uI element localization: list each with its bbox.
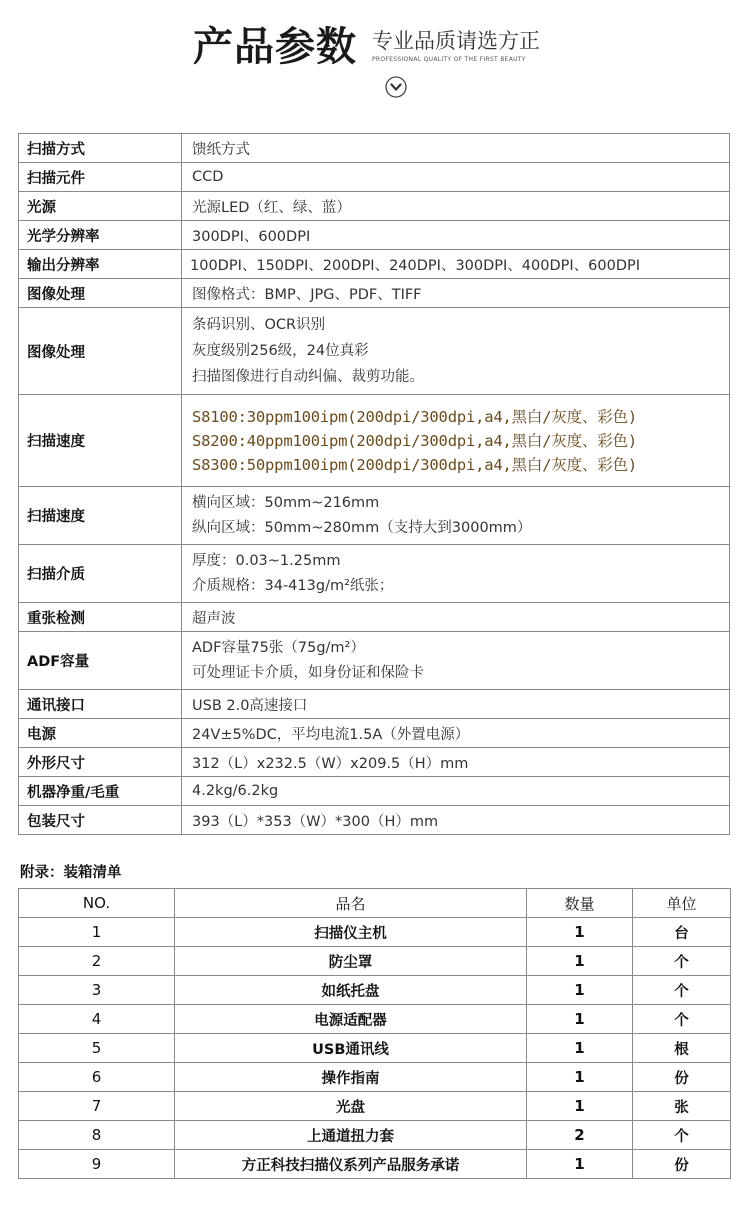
spec-value bbox=[182, 395, 730, 487]
spec-row bbox=[19, 603, 730, 632]
item-unit: 个 bbox=[633, 1005, 731, 1034]
spec-label: 电源 bbox=[19, 719, 182, 748]
item-number: 1 bbox=[19, 918, 175, 947]
spec-label: 扫描介质 bbox=[19, 545, 182, 603]
packing-list-table bbox=[18, 888, 731, 1179]
spec-line: 横向区域：50mm~216mm bbox=[192, 494, 380, 511]
spec-line: 图像格式：BMP、JPG、PDF、TIFF bbox=[192, 286, 422, 303]
spec-value bbox=[182, 308, 730, 395]
spec-row bbox=[19, 163, 730, 192]
spec-line: S8300:50ppm100ipm(200dpi/300dpi,a4,黑白/灰度、彩色) bbox=[192, 455, 637, 474]
item-unit: 份 bbox=[633, 1150, 731, 1179]
spec-line: 纵向区域：50mm~280mm（支持大到3000mm） bbox=[192, 519, 532, 536]
table-row bbox=[19, 1034, 731, 1063]
spec-label: 图像处理 bbox=[19, 308, 182, 395]
item-number: 5 bbox=[19, 1034, 175, 1063]
spec-label: 图像处理 bbox=[19, 279, 182, 308]
spec-value bbox=[182, 632, 730, 690]
item-name: 防尘罩 bbox=[175, 947, 527, 976]
spec-label: 包装尺寸 bbox=[19, 806, 182, 835]
item-number: 2 bbox=[19, 947, 175, 976]
item-quantity: 1 bbox=[527, 1150, 633, 1179]
spec-line: 光源LED（红、绿、蓝） bbox=[192, 199, 351, 216]
item-name: USB通讯线 bbox=[175, 1034, 527, 1063]
table-row bbox=[19, 1150, 731, 1179]
spec-row bbox=[19, 308, 730, 395]
chevron-down-circle-icon bbox=[385, 76, 407, 98]
spec-line: 超声波 bbox=[192, 610, 236, 627]
spec-value bbox=[182, 134, 730, 163]
spec-label: 扫描速度 bbox=[19, 395, 182, 487]
table-header-row bbox=[19, 889, 731, 918]
item-quantity: 1 bbox=[527, 1034, 633, 1063]
spec-line: 4.2kg/6.2kg bbox=[192, 783, 279, 799]
spec-line: CCD bbox=[192, 169, 224, 185]
item-unit: 台 bbox=[633, 918, 731, 947]
header bbox=[0, 0, 750, 110]
spec-value bbox=[182, 806, 730, 835]
spec-table bbox=[18, 133, 730, 835]
item-unit: 根 bbox=[633, 1034, 731, 1063]
column-header: NO. bbox=[19, 889, 175, 918]
item-name: 扫描仪主机 bbox=[175, 918, 527, 947]
table-row bbox=[19, 1005, 731, 1034]
spec-line: USB 2.0高速接口 bbox=[192, 697, 308, 714]
table-row bbox=[19, 918, 731, 947]
item-unit: 张 bbox=[633, 1092, 731, 1121]
spec-line: 393（L）*353（W）*300（H）mm bbox=[192, 813, 439, 830]
spec-row bbox=[19, 632, 730, 690]
spec-line: 扫描图像进行自动纠偏、裁剪功能。 bbox=[192, 369, 424, 385]
spec-row bbox=[19, 748, 730, 777]
spec-line: 馈纸方式 bbox=[192, 141, 250, 158]
spec-value bbox=[182, 545, 730, 603]
spec-row bbox=[19, 690, 730, 719]
item-unit: 份 bbox=[633, 1063, 731, 1092]
spec-row bbox=[19, 545, 730, 603]
item-name: 上通道扭力套 bbox=[175, 1121, 527, 1150]
spec-line: ADF容量75张（75g/m²） bbox=[192, 639, 365, 656]
item-number: 8 bbox=[19, 1121, 175, 1150]
spec-line: 100DPI、150DPI、200DPI、240DPI、300DPI、400DPI、600DPI bbox=[190, 257, 641, 274]
spec-value bbox=[182, 221, 730, 250]
column-header: 品名 bbox=[175, 889, 527, 918]
item-name: 光盘 bbox=[175, 1092, 527, 1121]
spec-line: 厚度：0.03~1.25mm bbox=[192, 552, 341, 569]
item-name: 操作指南 bbox=[175, 1063, 527, 1092]
subtitle-caption: PROFESSIONAL QUALITY OF THE FIRST BEAUTY bbox=[372, 56, 526, 63]
item-quantity: 1 bbox=[527, 1063, 633, 1092]
table-row bbox=[19, 1121, 731, 1150]
spec-line: 312（L）x232.5（W）x209.5（H）mm bbox=[192, 755, 469, 772]
item-quantity: 1 bbox=[527, 1005, 633, 1034]
item-unit: 个 bbox=[633, 976, 731, 1005]
spec-label: 扫描元件 bbox=[19, 163, 182, 192]
spec-line: S8200:40ppm100ipm(200dpi/300dpi,a4,黑白/灰度、彩色) bbox=[192, 431, 637, 450]
spec-row bbox=[19, 134, 730, 163]
item-quantity: 2 bbox=[527, 1121, 633, 1150]
spec-row bbox=[19, 250, 730, 279]
spec-label: 扫描速度 bbox=[19, 487, 182, 545]
spec-line: 300DPI、600DPI bbox=[192, 228, 311, 245]
spec-value bbox=[182, 250, 730, 279]
item-number: 9 bbox=[19, 1150, 175, 1179]
spec-value bbox=[182, 777, 730, 806]
spec-value bbox=[182, 719, 730, 748]
item-name: 方正科技扫描仪系列产品服务承诺 bbox=[175, 1150, 527, 1179]
item-number: 4 bbox=[19, 1005, 175, 1034]
spec-label: 通讯接口 bbox=[19, 690, 182, 719]
column-header: 单位 bbox=[633, 889, 731, 918]
spec-row bbox=[19, 221, 730, 250]
table-row bbox=[19, 1092, 731, 1121]
item-quantity: 1 bbox=[527, 947, 633, 976]
spec-label: 重张检测 bbox=[19, 603, 182, 632]
page-title: 产品参数 bbox=[193, 24, 357, 70]
spec-label: 机器净重/毛重 bbox=[19, 777, 182, 806]
item-name: 如纸托盘 bbox=[175, 976, 527, 1005]
spec-value bbox=[182, 279, 730, 308]
table-row bbox=[19, 947, 731, 976]
spec-label: 输出分辨率 bbox=[19, 250, 182, 279]
spec-row bbox=[19, 395, 730, 487]
spec-line: 灰度级别256级，24位真彩 bbox=[192, 343, 369, 359]
spec-row bbox=[19, 487, 730, 545]
spec-line: 条码识别、OCR识别 bbox=[192, 317, 326, 333]
spec-row bbox=[19, 777, 730, 806]
spec-label: 光学分辨率 bbox=[19, 221, 182, 250]
spec-line: 可处理证卡介质，如身份证和保险卡 bbox=[192, 664, 424, 681]
spec-value bbox=[182, 192, 730, 221]
spec-value bbox=[182, 163, 730, 192]
item-unit: 个 bbox=[633, 1121, 731, 1150]
item-number: 6 bbox=[19, 1063, 175, 1092]
item-quantity: 1 bbox=[527, 1092, 633, 1121]
spec-row bbox=[19, 192, 730, 221]
table-row bbox=[19, 1063, 731, 1092]
spec-row bbox=[19, 806, 730, 835]
spec-value bbox=[182, 603, 730, 632]
item-number: 7 bbox=[19, 1092, 175, 1121]
item-quantity: 1 bbox=[527, 918, 633, 947]
subtitle: 专业品质请选方正 bbox=[372, 29, 540, 53]
spec-value bbox=[182, 748, 730, 777]
spec-line: 介质规格：34-413g/m²纸张； bbox=[192, 577, 394, 594]
spec-line: S8100:30ppm100ipm(200dpi/300dpi,a4,黑白/灰度、彩色) bbox=[192, 407, 637, 426]
appendix-title: 附录：装箱清单 bbox=[20, 865, 122, 881]
item-unit: 个 bbox=[633, 947, 731, 976]
spec-row bbox=[19, 719, 730, 748]
table-row bbox=[19, 976, 731, 1005]
item-number: 3 bbox=[19, 976, 175, 1005]
spec-label: ADF容量 bbox=[19, 632, 182, 690]
item-name: 电源适配器 bbox=[175, 1005, 527, 1034]
spec-value bbox=[182, 487, 730, 545]
item-quantity: 1 bbox=[527, 976, 633, 1005]
spec-value bbox=[182, 690, 730, 719]
spec-label: 扫描方式 bbox=[19, 134, 182, 163]
column-header: 数量 bbox=[527, 889, 633, 918]
spec-line: 24V±5%DC，平均电流1.5A（外置电源） bbox=[192, 726, 470, 743]
spec-label: 光源 bbox=[19, 192, 182, 221]
spec-row bbox=[19, 279, 730, 308]
spec-label: 外形尺寸 bbox=[19, 748, 182, 777]
